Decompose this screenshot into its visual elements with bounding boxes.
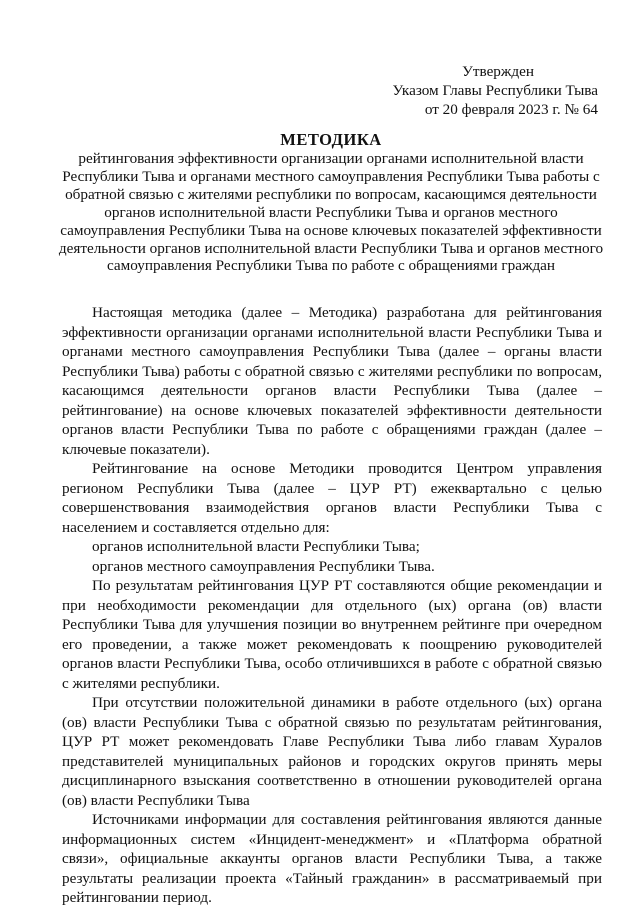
- approval-stamp: [393, 62, 598, 119]
- paragraph-rating-procedure: Рейтингование на основе Методики проводится Центром управления регионом Республики Тыва (далее – ЦУР РТ) ежеквартально с целью совершенствования взаимодействия органов власти Республики Тыва с населением и составляется отдельно для:: [62, 460, 602, 536]
- document-subtitle: рейтингования эффективности организации органами исполнительной власти Республики Тыва и органами местного самоуправления Республики Тыва работы с обратной связью с жителями республики по вопросам, касающимся деятельности органов исполнительной власти Республики Тыва и органов местного самоуправления Республики Тыва на основе ключевых показателей эффективности деятельности органов исполнительной власти Республики Тыва и органов местного самоуправления Республики Тыва по работе с обращениями граждан: [58, 150, 604, 275]
- paragraph-information-sources: Источниками информации для составления рейтингования являются данные информационных систем «Инцидент-менеджмент» и «Платформа обратной связи», официальные аккаунты органов власти Республики Тыва, а также результаты реализации проекта «Тайный гражданин» в рассматриваемый при рейтинговании период.: [62, 811, 602, 906]
- approval-line-date: от 20 февраля 2023 г. № 64: [424, 101, 598, 118]
- list-item-local-government: органов местного самоуправления Республики Тыва.: [92, 557, 435, 575]
- document-heading: [50, 130, 612, 275]
- list-item-executive-bodies: органов исполнительной власти Республики Тыва;: [92, 538, 420, 555]
- paragraph-disciplinary-measures: При отсутствии положительной динамики в работе отдельного (ых) органа (ов) власти Республики Тыва с обратной связью по результатам рейтингования, ЦУР РТ может рекомендовать Главе Республики Тыва либо главам Хуралов представителей муниципальных районов и городских округов принять меры дисциплинарного взыскания соответственно в отношении руководителей органа (ов) власти Республики Тыва: [62, 694, 602, 809]
- paragraph-recommendations: По результатам рейтингования ЦУР РТ составляются общие рекомендации и при необходимости рекомендации для отдельного (ых) органа (ов) власти Республики Тыва для улучшения позиции во внутреннем рейтинге при очередном его проведении, а также может рекомендовать к поощрению руководителей органов власти Республики Тыва, особо отличившихся в работе с обратной связью с жителями республики.: [62, 577, 602, 692]
- document-body: [62, 303, 602, 908]
- approval-line-approved: Утвержден: [462, 63, 534, 80]
- approval-line-decree: Указом Главы Республики Тыва: [392, 82, 598, 99]
- paragraph-intro: Настоящая методика (далее – Методика) разработана для рейтингования эффективности организации органами исполнительной власти Республики Тыва и органами местного самоуправления Республики Тыва (далее – органы власти Республики Тыва) работы с обратной связью с жителями республики по вопросам, касающимся деятельности органов власти Республики Тыва (далее – рейтингование) на основе ключевых показателей эффективности деятельности органов власти Республики Тыва по работе с обращениями граждан (далее – ключевые показатели).: [62, 304, 602, 458]
- document-title: МЕТОДИКА: [280, 130, 382, 149]
